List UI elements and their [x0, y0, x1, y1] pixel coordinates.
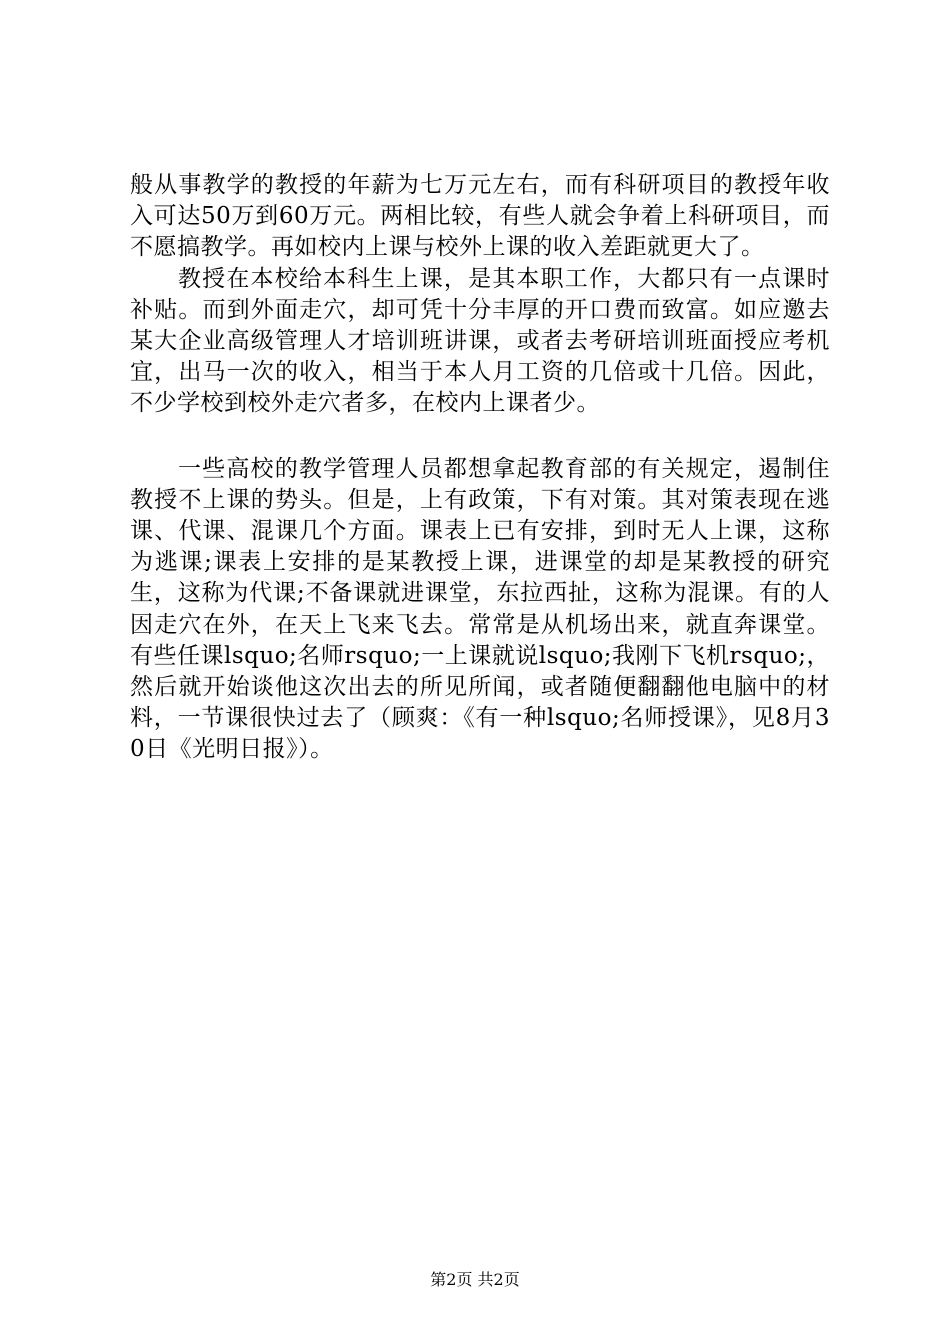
page-footer: 第2页 共2页	[430, 1270, 520, 1289]
paragraph-2: 教授在本校给本科生上课，是其本职工作，大都只有一点课时补贴。而到外面走穴，却可凭十分丰厚的开口费而致富。如应邀去某大企业高级管理人才培训班讲课，或者去考研培训班面授应考机宜，出马一次的收入，相当于本人月工资的几倍或十几倍。因此，不少学校到校外走穴者多，在校内上课者少。	[130, 265, 830, 417]
paragraph-3: 一些高校的教学管理人员都想拿起教育部的有关规定，遏制住教授不上课的势头。但是，上有政策，下有对策。其对策表现在逃课、代课、混课几个方面。课表上已有安排，到时无人上课，这称为逃课;课表上安排的是某教授上课，进课堂的却是某教授的研究生，这称为代课;不备课就进课堂，东拉西扯，这称为混课。有的人因走穴在外，在天上飞来飞去。常常是从机场出来，就直奔课堂。有些任课lsquo;名师rsquo;一上课就说lsquo;我刚下飞机rsquo;，然后就开始谈他这次出去的所见所闻，或者随便翻翻他电脑中的材料，一节课很快过去了（顾爽：《有一种lsquo;名师授课》，见8月30日《光明日报》）。	[130, 455, 830, 763]
document-body	[130, 170, 830, 766]
paragraph-gap	[130, 420, 830, 454]
paragraph-1: 般从事教学的教授的年薪为七万元左右，而有科研项目的教授年收入可达50万到60万元。两相比较，有些人就会争着上科研项目，而不愿搞教学。再如校内上课与校外上课的收入差距就更大了。	[130, 172, 830, 261]
